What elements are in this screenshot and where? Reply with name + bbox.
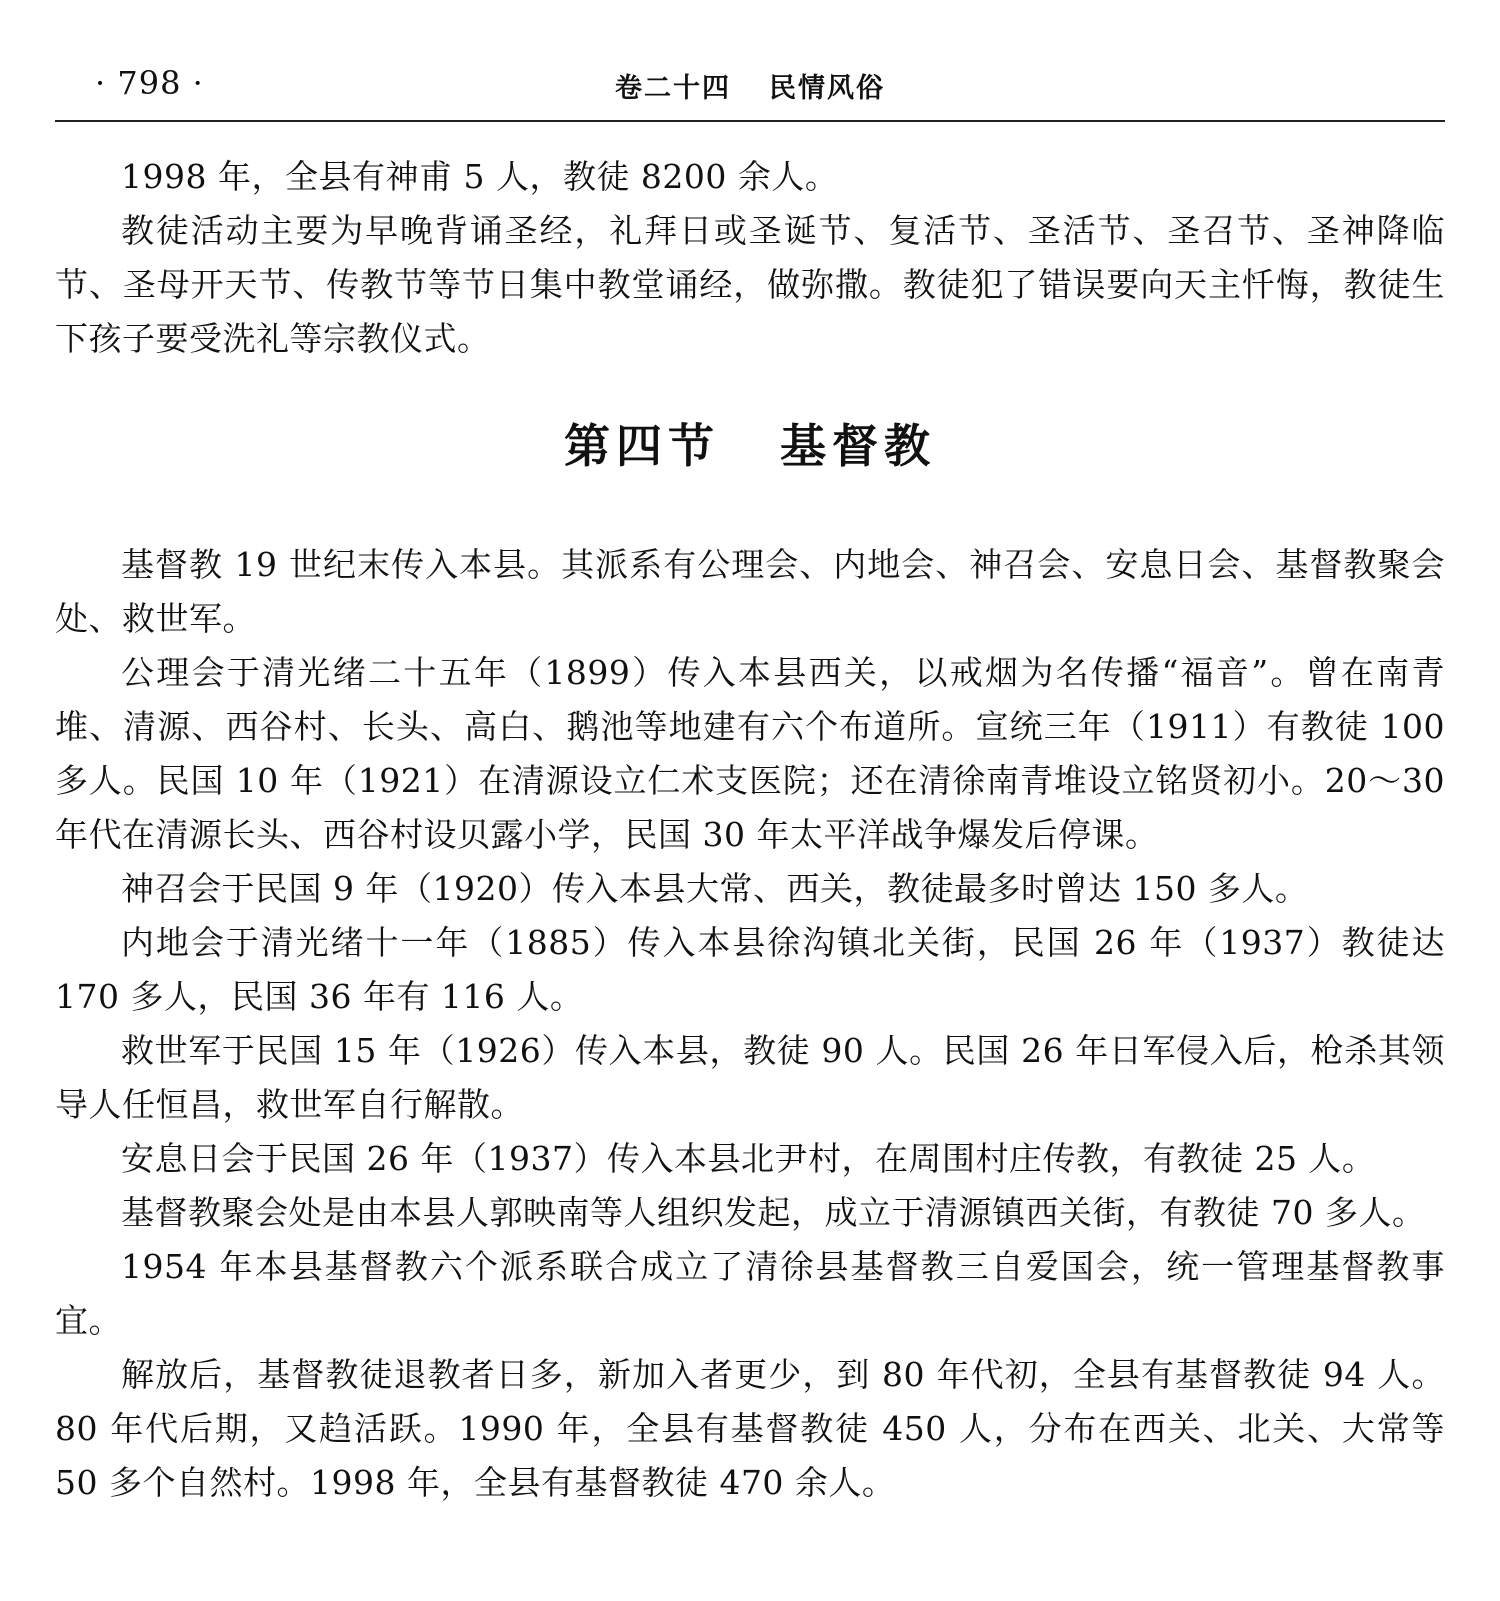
paragraph: 安息日会于民国 26 年（1937）传入本县北尹村，在周围村庄传教，有教徒 25 人。 <box>121 1139 1376 1178</box>
running-head <box>55 66 1445 105</box>
running-head-chapter: 民情风俗 <box>769 73 885 104</box>
paragraph: 教徒活动主要为早晚背诵圣经，礼拜日或圣诞节、复活节、圣活节、圣召节、圣神降临节、圣母开天节、传教节等节日集中教堂诵经，做弥撒。教徒犯了错误要向天主忏悔，教徒生下孩子要受洗礼等宗教仪式。 <box>55 211 1445 358</box>
paragraph: 基督教 19 世纪末传入本县。其派系有公理会、内地会、神召会、安息日会、基督教聚会处、救世军。 <box>55 545 1445 638</box>
page-header <box>55 50 1445 122</box>
section-number: 第四节 <box>564 419 720 473</box>
paragraph: 救世军于民国 15 年（1926）传入本县，教徒 90 人。民国 26 年日军侵入后，枪杀其领导人任恒昌，救世军自行解散。 <box>55 1031 1445 1124</box>
paragraph: 1954 年本县基督教六个派系联合成立了清徐县基督教三自爱国会，统一管理基督教事宜。 <box>55 1247 1445 1340</box>
page-body <box>55 150 1445 1510</box>
section-heading <box>55 416 1445 476</box>
paragraph: 解放后，基督教徒退教者日多，新加入者更少，到 80 年代初，全县有基督教徒 94 人。80 年代后期，又趋活跃。1990 年，全县有基督教徒 450 人，分布在西关、北关、大常等 50 多个自然村。1998 年，全县有基督教徒 470 余人。 <box>55 1355 1445 1502</box>
running-head-volume: 卷二十四 <box>615 73 731 104</box>
paragraph: 基督教聚会处是由本县人郭映南等人组织发起，成立于清源镇西关街，有教徒 70 多人。 <box>121 1193 1426 1232</box>
paragraph: 内地会于清光绪十一年（1885）传入本县徐沟镇北关街，民国 26 年（1937）教徒达 170 多人，民国 36 年有 116 人。 <box>55 923 1445 1016</box>
paragraph: 神召会于民国 9 年（1920）传入本县大常、西关，教徒最多时曾达 150 多人。 <box>121 869 1309 908</box>
section-title: 基督教 <box>780 419 936 473</box>
page-number: · 798 · <box>95 64 204 102</box>
paragraph: 公理会于清光绪二十五年（1899）传入本县西关，以戒烟为名传播“福音”。曾在南青堆、清源、西谷村、长头、高白、鹅池等地建有六个布道所。宣统三年（1911）有教徒 100 多人。民国 10 年（1921）在清源设立仁术支医院；还在清徐南青堆设立铭贤初小。20～30 年代在清源长头、西谷村设贝露小学，民国 30 年太平洋战争爆发后停课。 <box>55 653 1445 854</box>
paragraph: 1998 年，全县有神甫 5 人，教徒 8200 余人。 <box>121 157 839 196</box>
